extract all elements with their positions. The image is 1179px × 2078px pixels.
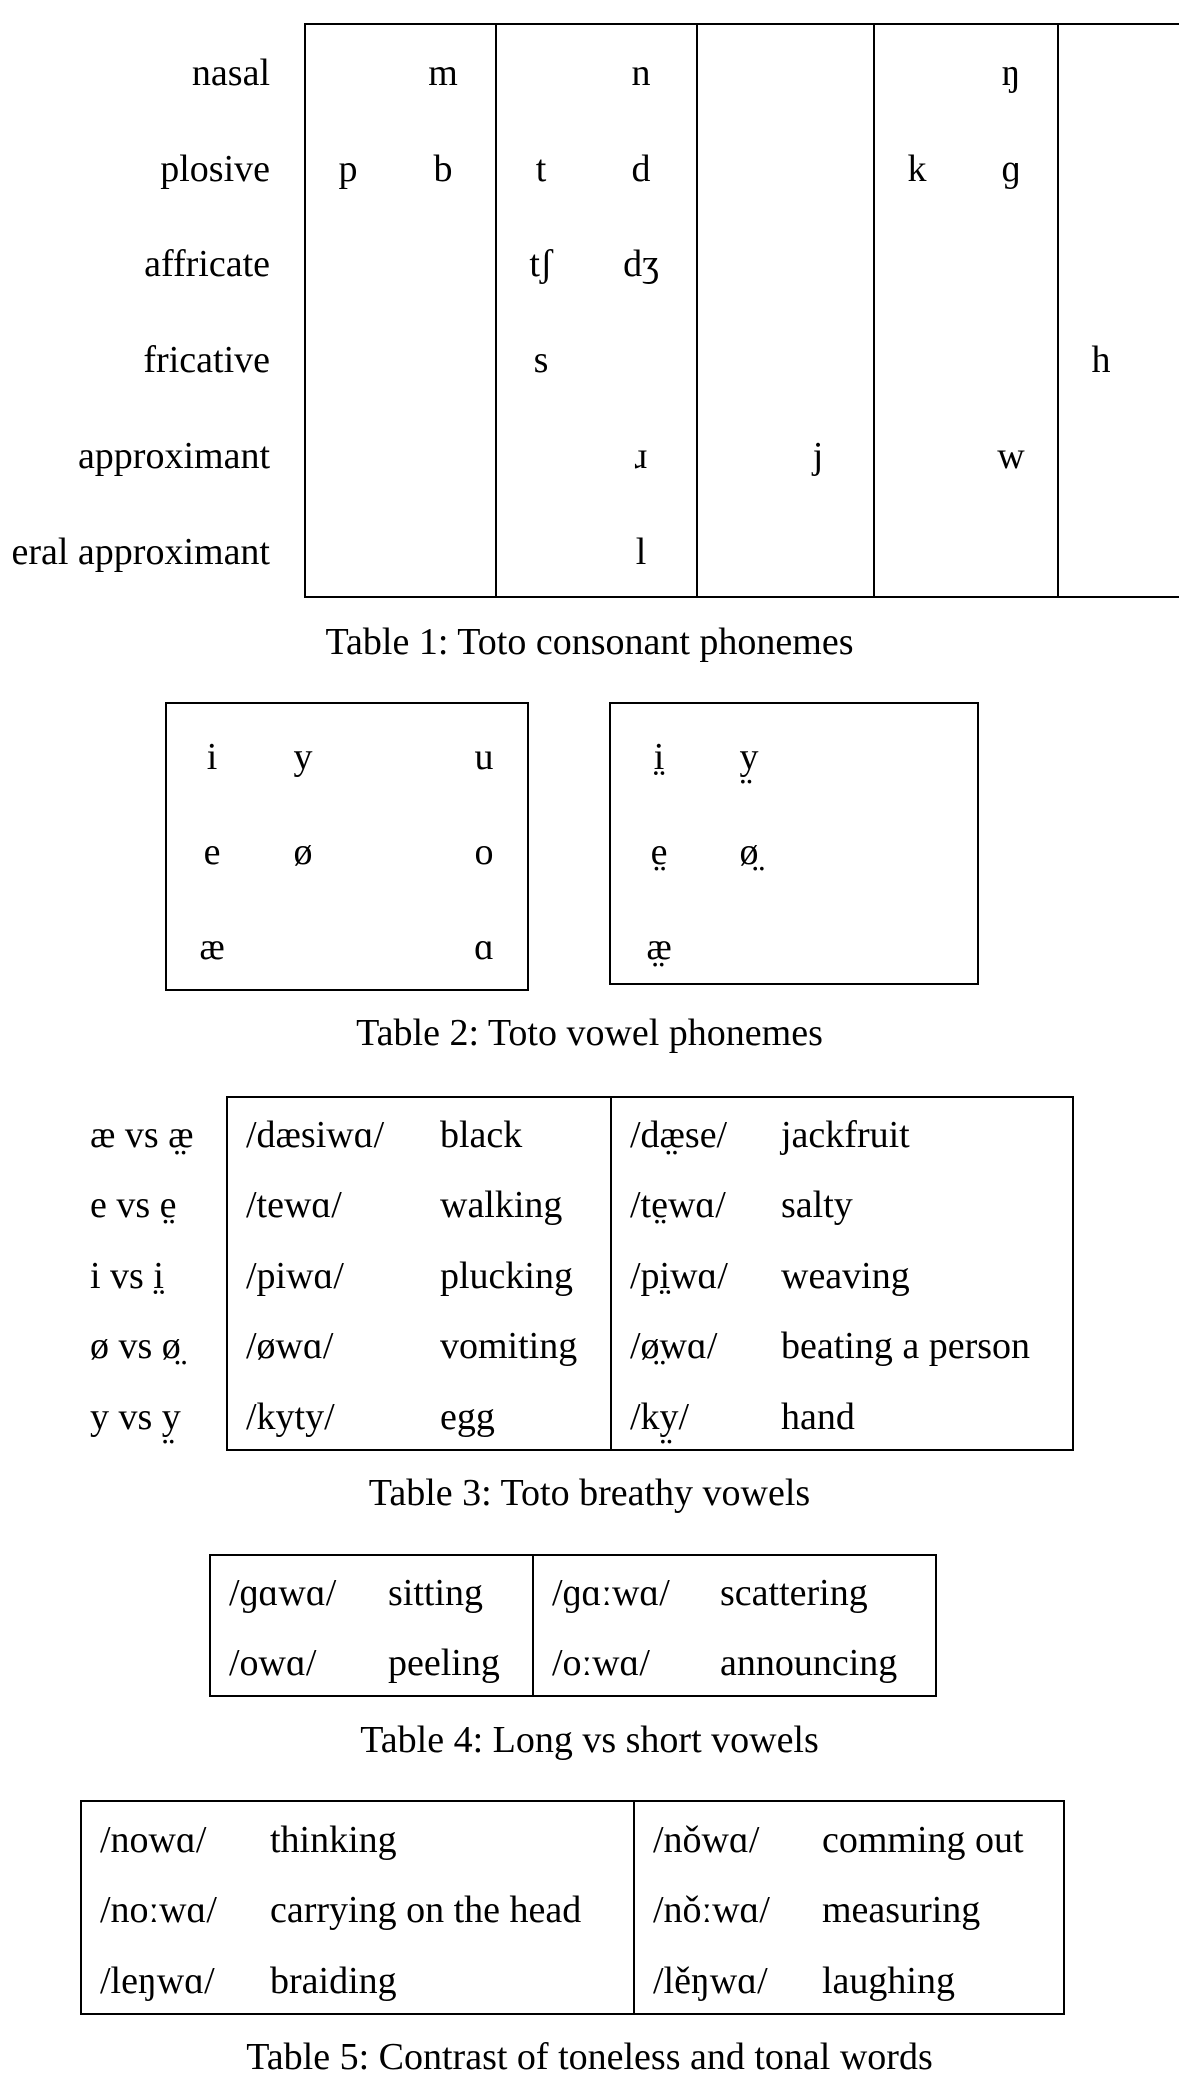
plain-ipa: /piwɑ/ bbox=[246, 1255, 344, 1297]
table1-col-divider bbox=[495, 23, 497, 598]
row-label-nasal: nasal bbox=[191, 52, 270, 94]
long-ipa: /oːwɑ/ bbox=[552, 1642, 650, 1684]
long-ipa: /ɡɑːwɑ/ bbox=[552, 1572, 670, 1614]
phoneme-cell: b bbox=[433, 148, 453, 190]
plain-ipa: /øwɑ/ bbox=[246, 1325, 334, 1367]
toneless-ipa: /nowɑ/ bbox=[100, 1819, 207, 1861]
tonal-gloss: measuring bbox=[822, 1889, 981, 1931]
breathy-ipa: /ky̤/ bbox=[630, 1396, 690, 1438]
table4-col-divider bbox=[532, 1554, 534, 1697]
table1-col-divider bbox=[873, 23, 875, 598]
vowel-cell: i bbox=[206, 736, 218, 778]
breathy-ipa: /ø̤wɑ/ bbox=[630, 1325, 718, 1367]
tonal-gloss: comming out bbox=[822, 1819, 1024, 1861]
plain-ipa: /tewɑ/ bbox=[246, 1184, 342, 1226]
short-gloss: sitting bbox=[388, 1572, 484, 1614]
tonal-ipa: /lěŋwɑ/ bbox=[653, 1960, 768, 2002]
contrast-label: y vs y̤ bbox=[90, 1396, 181, 1438]
toneless-ipa: /leŋwɑ/ bbox=[100, 1960, 215, 2002]
breathy-ipa: /pi̤wɑ/ bbox=[630, 1255, 728, 1297]
phoneme-cell: d bbox=[631, 148, 651, 190]
table5-col-divider bbox=[633, 1800, 635, 2015]
vowel-cell: e bbox=[203, 831, 221, 873]
short-gloss: peeling bbox=[388, 1642, 500, 1684]
vowel-cell: ø bbox=[293, 831, 313, 873]
breathy-vowel-cell: y̤ bbox=[739, 736, 759, 778]
short-ipa: /owɑ/ bbox=[229, 1642, 317, 1684]
breathy-vowel-cell: e̤ bbox=[650, 831, 668, 873]
long-gloss: scattering bbox=[720, 1572, 868, 1614]
vowel-cell: o bbox=[474, 831, 494, 873]
table1-col-divider bbox=[1057, 23, 1059, 598]
plain-ipa: /kyty/ bbox=[246, 1396, 335, 1438]
phoneme-cell: tʃ bbox=[529, 243, 553, 285]
breathy-gloss: hand bbox=[781, 1396, 855, 1438]
toneless-gloss: carrying on the head bbox=[270, 1889, 582, 1931]
contrast-label: æ vs æ̤ bbox=[90, 1114, 194, 1156]
vowel-cell: ɑ bbox=[474, 926, 494, 968]
phoneme-cell: k bbox=[907, 148, 927, 190]
row-label-plosive: plosive bbox=[160, 148, 270, 190]
breathy-ipa: /dæ̤se/ bbox=[630, 1114, 728, 1156]
tonal-gloss: laughing bbox=[822, 1960, 955, 2002]
phoneme-cell: ŋ bbox=[1001, 52, 1021, 94]
vowel-cell: u bbox=[474, 736, 494, 778]
plain-gloss: black bbox=[440, 1114, 523, 1156]
breathy-gloss: salty bbox=[781, 1184, 853, 1226]
table1-col-divider bbox=[304, 23, 306, 598]
table1-bottom-border bbox=[304, 596, 1179, 598]
phoneme-cell: s bbox=[533, 339, 549, 381]
breathy-gloss: weaving bbox=[781, 1255, 910, 1297]
plain-gloss: walking bbox=[440, 1184, 563, 1226]
toneless-gloss: thinking bbox=[270, 1819, 397, 1861]
plain-gloss: plucking bbox=[440, 1255, 573, 1297]
table2-caption: Table 2: Toto vowel phonemes bbox=[356, 1012, 823, 1054]
vowel-cell: æ bbox=[199, 926, 225, 968]
phoneme-cell: h bbox=[1091, 339, 1111, 381]
breathy-gloss: jackfruit bbox=[781, 1114, 910, 1156]
table3-col-divider bbox=[610, 1096, 612, 1451]
table1-caption: Table 1: Toto consonant phonemes bbox=[325, 621, 854, 663]
phoneme-cell: ɡ bbox=[1001, 148, 1021, 190]
phoneme-cell: m bbox=[428, 52, 458, 94]
toneless-gloss: braiding bbox=[270, 1960, 397, 2002]
phoneme-cell: j bbox=[812, 435, 824, 477]
tonal-ipa: /nǒwɑ/ bbox=[653, 1819, 760, 1861]
row-label-lateral-approximant: eral approximant bbox=[11, 531, 270, 573]
plain-ipa: /dæsiwɑ/ bbox=[246, 1114, 385, 1156]
row-label-approximant: approximant bbox=[77, 435, 270, 477]
table4-caption: Table 4: Long vs short vowels bbox=[360, 1719, 819, 1761]
table5-caption: Table 5: Contrast of toneless and tonal words bbox=[246, 2036, 933, 2078]
tonal-ipa: /nǒːwɑ/ bbox=[653, 1889, 770, 1931]
breathy-vowel-cell: i̤ bbox=[653, 736, 665, 778]
row-label-affricate: affricate bbox=[144, 243, 270, 285]
phoneme-cell: p bbox=[338, 148, 358, 190]
breathy-ipa: /te̤wɑ/ bbox=[630, 1184, 726, 1226]
phoneme-cell: l bbox=[635, 531, 647, 573]
phoneme-cell: n bbox=[631, 52, 651, 94]
row-label-fricative: fricative bbox=[143, 339, 270, 381]
contrast-label: e vs e̤ bbox=[90, 1184, 177, 1226]
phoneme-cell: ɹ bbox=[634, 435, 648, 477]
phoneme-cell: w bbox=[997, 435, 1025, 477]
long-gloss: announcing bbox=[720, 1642, 898, 1684]
vowel-cell: y bbox=[293, 736, 313, 778]
phoneme-cell: dʒ bbox=[623, 243, 659, 285]
plain-gloss: vomiting bbox=[440, 1325, 578, 1367]
contrast-label: ø vs ø̤ bbox=[90, 1325, 181, 1367]
breathy-gloss: beating a person bbox=[781, 1325, 1031, 1367]
short-ipa: /ɡɑwɑ/ bbox=[229, 1572, 337, 1614]
breathy-vowel-cell: æ̤ bbox=[646, 926, 672, 968]
table1-top-border bbox=[304, 23, 1179, 25]
phoneme-cell: t bbox=[535, 148, 547, 190]
breathy-vowel-cell: ø̤ bbox=[739, 831, 759, 873]
table1-col-divider bbox=[696, 23, 698, 598]
table3-caption: Table 3: Toto breathy vowels bbox=[368, 1472, 811, 1514]
toneless-ipa: /noːwɑ/ bbox=[100, 1889, 217, 1931]
plain-gloss: egg bbox=[440, 1396, 495, 1438]
contrast-label: i vs i̤ bbox=[90, 1255, 164, 1297]
